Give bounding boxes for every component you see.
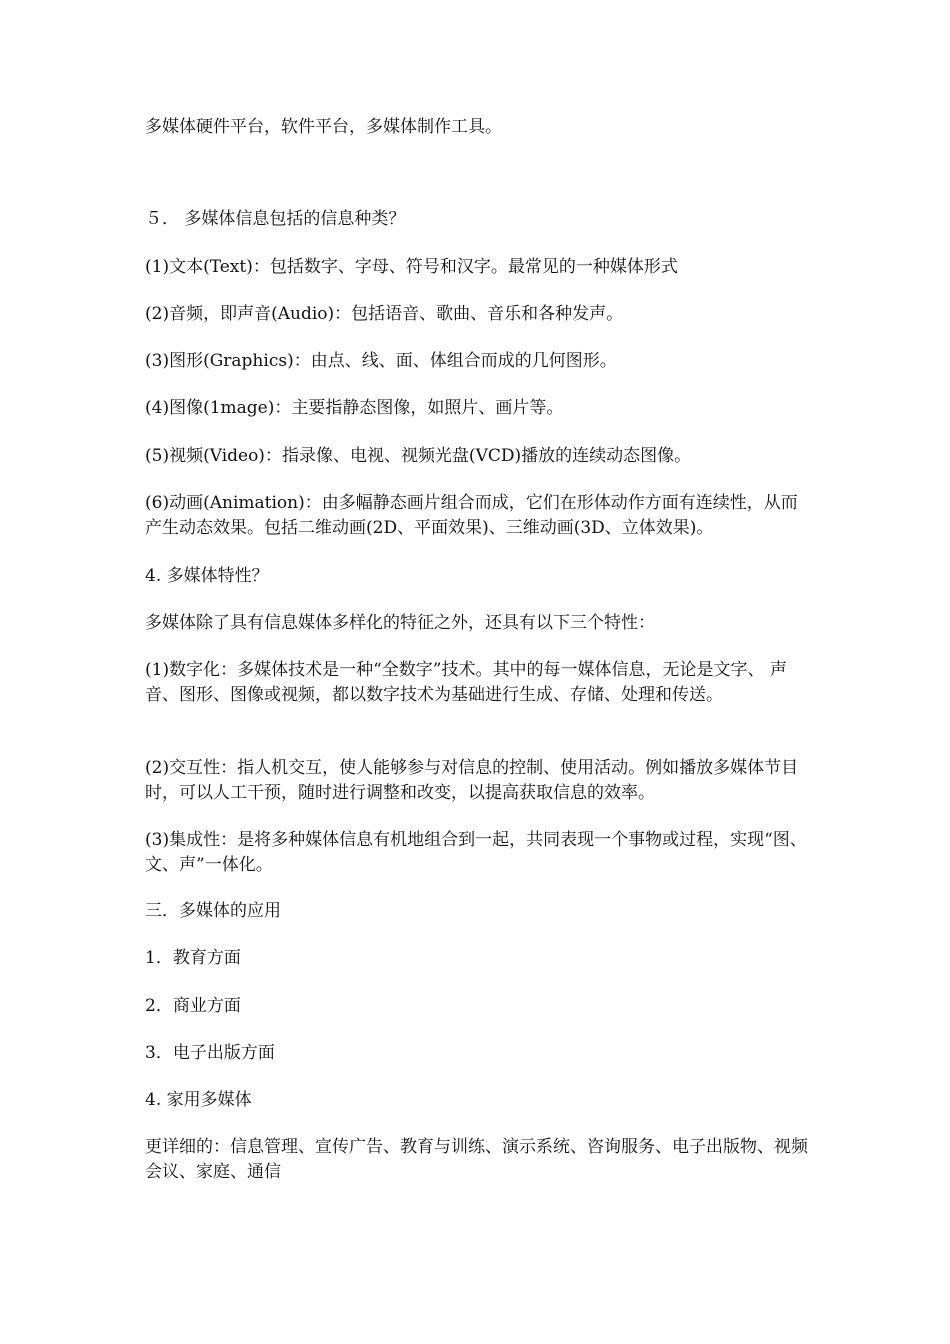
item-e-publishing: 3．电子出版方面 — [145, 1043, 275, 1063]
item-video: (5)视频(Video)：指录像、电视、视频光盘(VCD)播放的连续动态图像。 — [145, 446, 692, 466]
paragraph-characteristics-intro: 多媒体除了具有信息媒体多样化的特征之外，还具有以下三个特性： — [145, 613, 655, 633]
heading-media-types: ５． 多媒体信息包括的信息种类？ — [145, 209, 406, 229]
paragraph-platforms: 多媒体硬件平台，软件平台，多媒体制作工具。 — [145, 117, 502, 137]
heading-characteristics: 4. 多媒体特性？ — [145, 566, 269, 586]
item-audio: (2)音频，即声音(Audio)：包括语音、歌曲、音乐和各种发声。 — [145, 304, 624, 324]
item-business: 2．商业方面 — [145, 996, 241, 1016]
item-animation: (6)动画(Animation)：由多幅静态画片组合而成，它们在形体动作方面有连续性，从而 产生动态效果。包括二维动画(2D、平面效果)、三维动画(3D、立体效果)。 — [145, 493, 798, 538]
item-integration: (3)集成性：是将多种媒体信息有机地组合到一起，共同表现一个事物或过程，实现“图、 文、声”一体化。 — [145, 830, 807, 875]
item-graphics: (3)图形(Graphics)：由点、线、面、体组合而成的几何图形。 — [145, 351, 617, 371]
item-text: (1)文本(Text)：包括数字、字母、符号和汉字。最常见的一种媒体形式 — [145, 257, 678, 277]
item-home-multimedia: 4. 家用多媒体 — [145, 1090, 252, 1110]
item-digitization: (1)数字化：多媒体技术是一种“全数字”技术。其中的每一媒体信息，无论是文字、 声音、图形、图像或视频，都以数字技术为基础进行生成、存储、处理和传送。 — [145, 660, 787, 705]
item-image: (4)图像(1mage)：主要指静态图像，如照片、画片等。 — [145, 398, 564, 418]
paragraph-more-detail: 更详细的：信息管理、宣传广告、教育与训练、演示系统、咨询服务、电子出版物、视频会议、家庭、通信 — [145, 1137, 808, 1182]
item-education: 1．教育方面 — [145, 948, 241, 968]
item-interactivity: (2)交互性：指人机交互，使人能够参与对信息的控制、使用活动。例如播放多媒体节目 时，可以人工干预，随时进行调整和改变，以提高获取信息的效率。 — [145, 758, 799, 803]
heading-applications: 三．多媒体的应用 — [145, 901, 281, 921]
